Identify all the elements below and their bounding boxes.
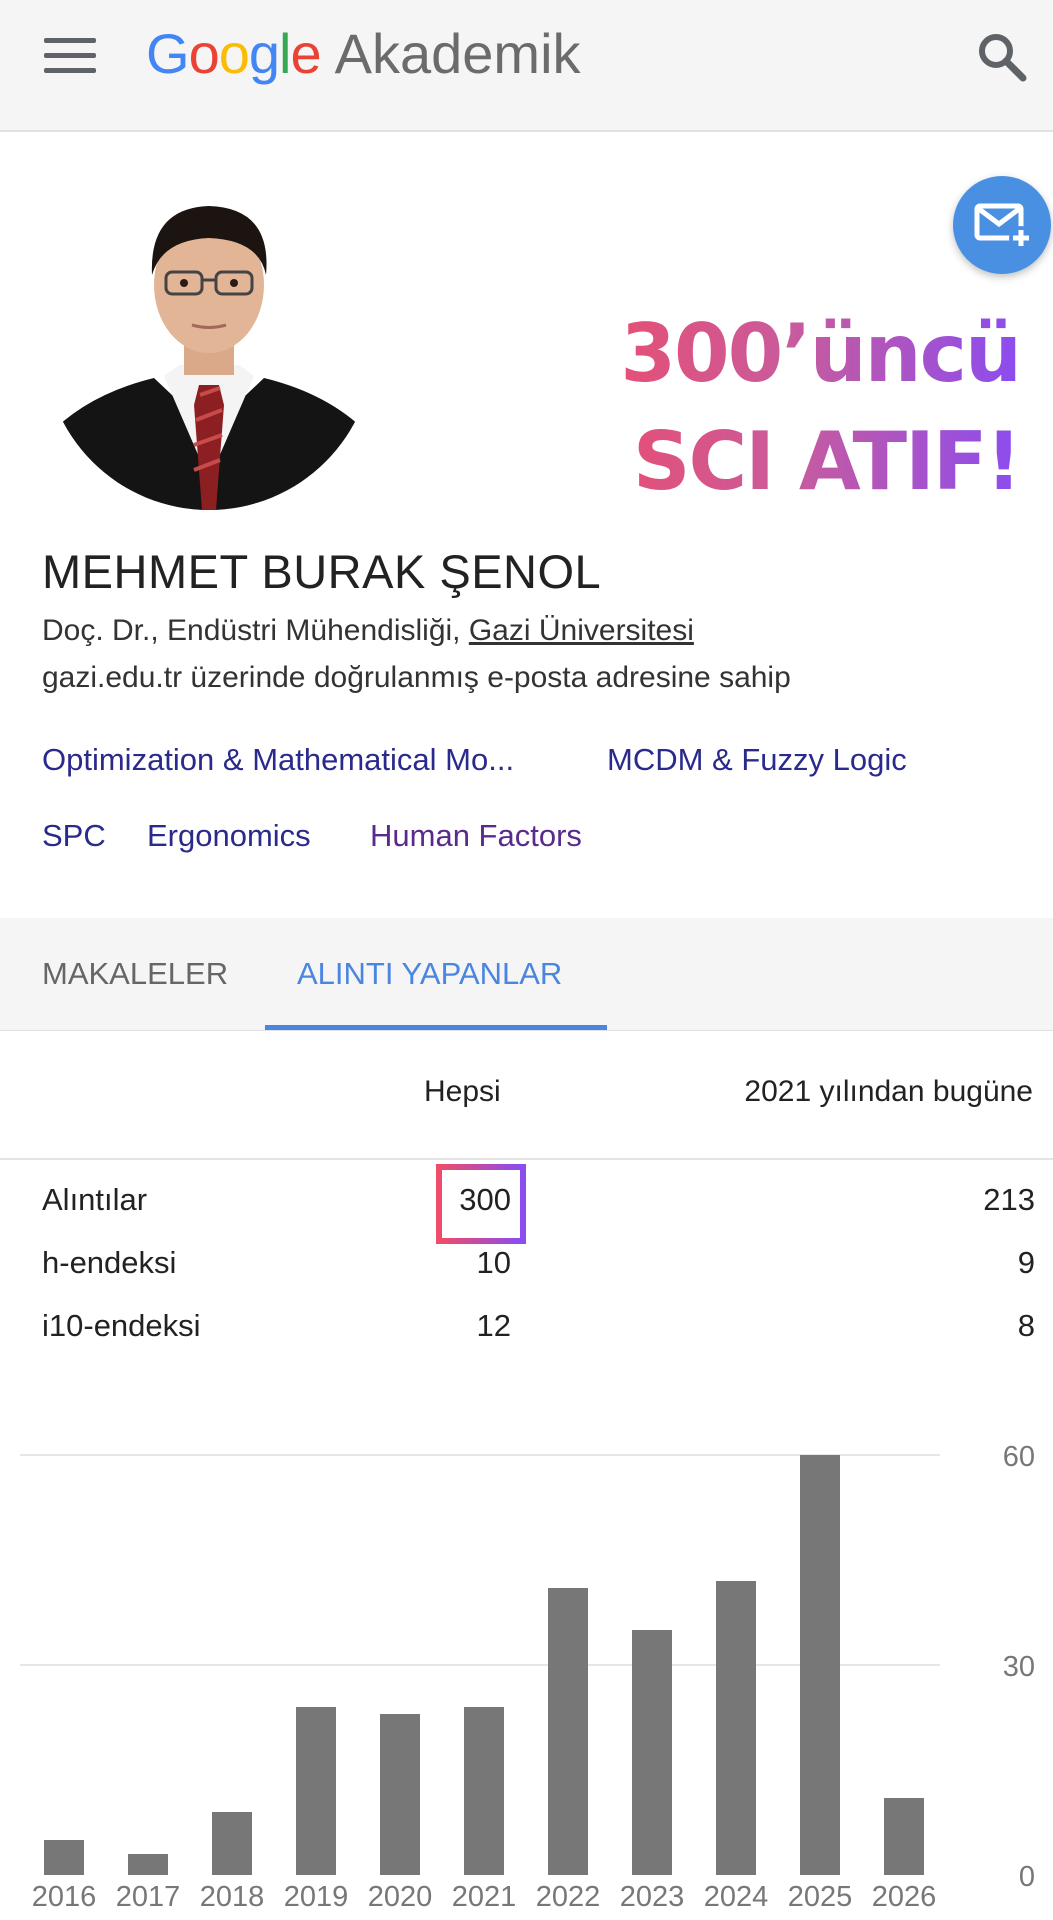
bar-2022: [548, 1588, 588, 1875]
bar-2018: [212, 1812, 252, 1875]
x-tick-label: 2020: [367, 1881, 433, 1913]
row-label-i10-index: i10-endeksi: [42, 1308, 201, 1343]
x-tick-label: 2023: [619, 1881, 685, 1913]
row-label-citations: Alıntılar: [42, 1182, 148, 1217]
x-tick-label: 2017: [115, 1881, 181, 1913]
x-tick-label: 2024: [703, 1881, 769, 1913]
profile-affiliation: [42, 614, 694, 648]
x-tick-label: 2022: [535, 1881, 601, 1913]
logo-letter: g: [248, 22, 280, 85]
y-tick-label: 0: [1018, 1861, 1035, 1893]
column-header-since-2021: 2021 yılından bugüne: [744, 1075, 1033, 1108]
follow-email-button[interactable]: [953, 176, 1051, 274]
row-label-h-index: h-endeksi: [42, 1245, 177, 1280]
x-tick-label: 2026: [871, 1881, 937, 1913]
x-tick-label: 2016: [31, 1881, 97, 1913]
interest-link-human-factors[interactable]: Human Factors: [370, 818, 582, 853]
citations-per-year-chart: [0, 1400, 1053, 1920]
i10-index-since-value: 8: [1017, 1308, 1035, 1343]
bar-2024: [716, 1581, 756, 1875]
bar-2025: [800, 1455, 840, 1875]
h-index-all-value: 10: [476, 1245, 511, 1280]
logo-letter: o: [188, 22, 219, 85]
x-tick-label: 2025: [787, 1881, 853, 1913]
bar-2016: [44, 1840, 84, 1875]
app-header: [0, 0, 1053, 132]
university-link[interactable]: Gazi Üniversitesi: [468, 614, 694, 647]
google-wordmark: [146, 22, 321, 85]
hamburger-menu-icon[interactable]: [44, 36, 100, 76]
column-header-all: Hepsi: [424, 1075, 501, 1108]
promo-line-2: SCI ATIF!: [632, 415, 1020, 508]
bar-2021: [464, 1707, 504, 1875]
tab-cited-by-label: ALINTI YAPANLAR: [297, 956, 563, 991]
logo-letter: o: [218, 22, 249, 85]
bar-2017: [128, 1854, 168, 1875]
bar-2019: [296, 1707, 336, 1875]
promo-line-1: 300’üncü: [620, 307, 1020, 400]
profile-tabs: [0, 918, 1053, 1031]
highlight-box: [436, 1164, 526, 1244]
active-tab-indicator: [265, 1025, 607, 1030]
x-tick-label: 2019: [283, 1881, 349, 1913]
y-tick-label: 60: [1002, 1441, 1035, 1473]
profile-name: MEHMET BURAK ŞENOL: [42, 545, 602, 598]
bar-2026: [884, 1798, 924, 1875]
logo-letter: l: [279, 22, 291, 85]
table-divider: [0, 1158, 1053, 1160]
x-tick-label: 2021: [451, 1881, 517, 1913]
interest-link-spc[interactable]: SPC: [42, 818, 106, 853]
x-tick-label: 2018: [199, 1881, 265, 1913]
profile-avatar: [44, 180, 374, 510]
interest-link-ergonomics[interactable]: Ergonomics: [147, 818, 311, 853]
logo-letter: e: [290, 22, 321, 85]
search-icon[interactable]: [975, 30, 1029, 84]
interest-link-mcdm[interactable]: MCDM & Fuzzy Logic: [607, 742, 907, 777]
bar-2020: [380, 1714, 420, 1875]
h-index-since-value: 9: [1017, 1245, 1035, 1280]
mail-add-icon: [953, 176, 1051, 274]
profile-title: Doç. Dr., Endüstri Mühendisliği,: [42, 614, 469, 647]
tab-articles[interactable]: MAKALELER: [42, 956, 229, 991]
tab-cited-by[interactable]: [265, 918, 607, 1030]
promo-overlay-text: [560, 300, 1020, 516]
logo-letter: G: [146, 22, 189, 85]
verified-email-text: gazi.edu.tr üzerinde doğrulanmış e-posta adresine sahip: [42, 661, 791, 694]
interest-link-optimization[interactable]: Optimization & Mathematical Mo...: [42, 742, 515, 777]
citations-since-value: 213: [983, 1182, 1035, 1217]
y-tick-label: 30: [1002, 1651, 1035, 1683]
citations-all-value: 300: [459, 1182, 511, 1217]
google-scholar-logo[interactable]: [146, 18, 581, 98]
logo-product-name: Akademik: [334, 22, 581, 85]
i10-index-all-value: 12: [476, 1308, 511, 1343]
bar-2023: [632, 1630, 672, 1875]
